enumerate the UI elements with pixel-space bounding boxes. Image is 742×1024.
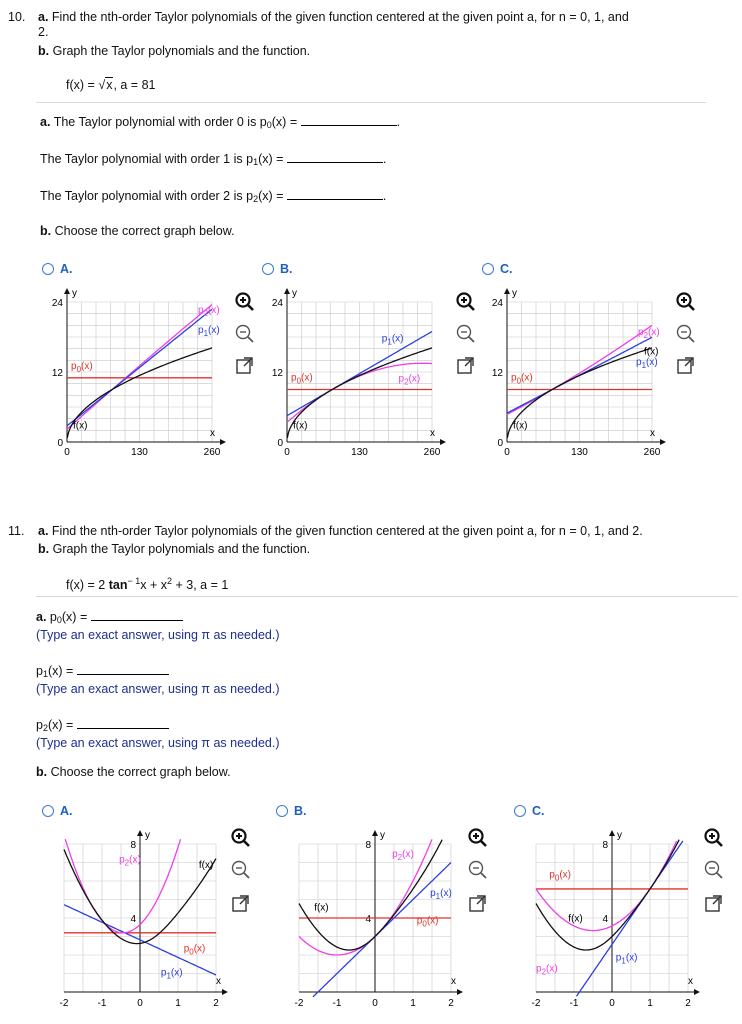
q11-function-suffix: x + x — [140, 578, 167, 592]
fx-label: f(x) — [513, 420, 528, 432]
fx-label: f(x) — [198, 860, 214, 872]
q11-answer-1-input[interactable] — [77, 663, 169, 675]
fx-label: f(x) — [314, 902, 329, 914]
zoom-out-icon[interactable] — [702, 858, 726, 882]
q11-answer-1 — [36, 663, 169, 682]
x-tick-label: 0 — [64, 447, 70, 458]
p0-label: $p_0(x)$ — [71, 360, 93, 374]
p0-label: $p_0(x)$ — [183, 943, 206, 957]
q10-option-b-label: B. — [280, 262, 293, 276]
p1-label: $p_1(x)$ — [615, 952, 638, 966]
x-tick-label: -2 — [294, 998, 304, 1009]
x-tick-label: 260 — [203, 447, 221, 458]
zoom-in-icon[interactable] — [233, 290, 257, 314]
q11-divider — [36, 596, 738, 597]
radio-icon[interactable] — [42, 805, 54, 817]
radio-icon[interactable] — [276, 805, 288, 817]
q11-answer-0 — [36, 609, 183, 628]
y-axis-label: y — [617, 830, 622, 841]
zoom-in-icon[interactable] — [466, 826, 490, 850]
x-tick-label: -1 — [332, 998, 342, 1009]
y-axis-arrow — [137, 830, 143, 836]
sqrt-symbol-icon: √ — [98, 78, 106, 92]
q11-answer-0-input[interactable] — [91, 609, 183, 621]
zoom-in-icon[interactable] — [674, 290, 698, 314]
open-external-icon[interactable] — [674, 354, 698, 378]
zoom-in-icon[interactable] — [229, 826, 253, 850]
q10-part-a-text-2: 2. — [38, 25, 49, 39]
q10-answer-1 — [40, 151, 386, 170]
p1-label: $p_1(x)$ — [160, 967, 183, 981]
q11-choose-text: Choose the correct graph below. — [50, 765, 231, 779]
x-axis-label: x — [210, 428, 215, 439]
fx-curve — [536, 840, 679, 950]
x-tick-label: 0 — [284, 447, 290, 458]
x-tick-label: -2 — [531, 998, 541, 1009]
open-external-icon[interactable] — [454, 354, 478, 378]
y-tick-label: 4 — [602, 914, 608, 925]
x-tick-label: -2 — [59, 998, 69, 1009]
q10-graph-c — [470, 282, 670, 472]
y-axis-arrow — [504, 288, 510, 294]
q10-option-a[interactable] — [42, 262, 73, 276]
x-tick-label: 1 — [410, 998, 416, 1009]
q11-option-c-label: C. — [532, 804, 545, 818]
q11-part-a-text: Find the nth-order Taylor polynomials of the given function centered at the given point a, for n = 0, 1, and 2. — [51, 524, 643, 538]
p2-curve — [65, 839, 180, 933]
x-tick-label: 0 — [137, 998, 143, 1009]
y-axis-arrow — [609, 830, 615, 836]
y-axis-label: y — [72, 288, 77, 299]
q11-ans2-tail: (x) = — [47, 718, 74, 732]
y-tick-label: 0 — [57, 438, 63, 449]
x-tick-label: -1 — [97, 998, 107, 1009]
q10-choose-prefix: b. — [40, 224, 52, 238]
q11-graph-c — [522, 822, 702, 1014]
x-axis-arrow — [222, 989, 228, 995]
q10-ans2-sub: 2 — [253, 194, 259, 204]
q10-part-a-text-1: Find the nth-order Taylor polynomials of the given function centered at the given point a, for n = 0, 1, and — [51, 10, 629, 24]
y-axis-arrow — [64, 288, 70, 294]
q11-part-b — [38, 542, 310, 557]
p0-label: $p_0(x)$ — [416, 915, 439, 929]
q11-ans0-sub: 0 — [56, 615, 62, 625]
x-tick-label: 1 — [647, 998, 653, 1009]
x-tick-label: 0 — [504, 447, 510, 458]
p0-label: $p_0(x)$ — [291, 372, 313, 386]
open-external-icon[interactable] — [233, 354, 257, 378]
x-axis-label: x — [216, 976, 221, 987]
p0-label: $p_0(x)$ — [549, 869, 571, 883]
fx-end-label: f(x) — [644, 346, 659, 358]
x-tick-label: 2 — [213, 998, 219, 1009]
q11-function-prefix: f(x) = 2 — [66, 578, 106, 592]
x-axis-arrow — [457, 989, 463, 995]
q11-number: 11. — [8, 524, 25, 538]
p1-curve — [577, 841, 683, 996]
q10-choose-text: Choose the correct graph below. — [54, 224, 235, 238]
y-tick-label: 4 — [365, 914, 371, 925]
q11-ans2-sub: 2 — [42, 723, 48, 733]
q10-number: 10. — [8, 10, 26, 24]
p2-label: $p_2(x)$ — [392, 848, 414, 862]
q11-ans1-sub: 1 — [42, 669, 48, 679]
p2-label: $p_2(x)$ — [638, 327, 660, 341]
p2-label: $p_2(x)$ — [198, 305, 220, 319]
q10-part-b-prefix: b. — [38, 44, 50, 58]
zoom-out-icon[interactable] — [466, 858, 490, 882]
q11-part-b-text: Graph the Taylor polynomials and the function. — [52, 542, 311, 556]
q10-ans0-sub: 0 — [266, 120, 272, 130]
y-tick-label: 24 — [491, 298, 503, 309]
zoom-in-icon[interactable] — [454, 290, 478, 314]
y-axis-arrow — [284, 288, 290, 294]
x-tick-label: 260 — [643, 447, 661, 458]
q10-graph-b — [250, 282, 450, 472]
y-tick-label: 12 — [491, 368, 503, 379]
q10-ans2-period: . — [382, 189, 387, 203]
open-external-icon[interactable] — [466, 892, 490, 916]
y-tick-label: 0 — [277, 438, 283, 449]
q11-hint-0: (Type an exact answer, using π as needed.) — [36, 628, 280, 642]
zoom-in-icon[interactable] — [702, 826, 726, 850]
open-external-icon[interactable] — [702, 892, 726, 916]
y-axis-arrow — [372, 830, 378, 836]
fx-label: f(x) — [293, 420, 308, 432]
q11-hint-1: (Type an exact answer, using π as needed.) — [36, 682, 280, 696]
y-tick-label: 8 — [365, 840, 371, 851]
x-axis-label: x — [688, 976, 693, 987]
x-axis-label: x — [430, 428, 435, 439]
q11-choose-prefix: b. — [36, 765, 48, 779]
q11-ans0-tail: (x) = — [61, 610, 88, 624]
q10-ans1-text: The Taylor polynomial with order 1 is p — [40, 152, 254, 166]
y-tick-label: 24 — [51, 298, 63, 309]
q10-answer-2 — [40, 188, 386, 207]
p1-label: $p_1(x)$ — [198, 325, 220, 339]
q11-function-tail: + 3, a = 1 — [175, 578, 229, 592]
x-axis-label: x — [650, 428, 655, 439]
q11-option-b-label: B. — [294, 804, 307, 818]
x-axis-arrow — [220, 439, 226, 445]
fx-label: f(x) — [568, 913, 583, 925]
radio-icon[interactable] — [262, 263, 274, 275]
q11-function-sup2: 2 — [167, 576, 173, 586]
q10-function-radicand: x — [106, 78, 113, 92]
q10-ans1-tail: (x) = — [258, 152, 284, 166]
y-axis-label: y — [380, 830, 385, 841]
y-tick-label: 8 — [602, 840, 608, 851]
q11-choose — [36, 765, 231, 780]
q10-option-a-label: A. — [60, 262, 73, 276]
x-tick-label: 2 — [448, 998, 454, 1009]
q11-ans2-p: p — [36, 718, 43, 732]
fx-curve — [299, 840, 442, 950]
q11-ans1-tail: (x) = — [47, 664, 74, 678]
q11-answer-2 — [36, 717, 169, 736]
q11-option-b[interactable] — [276, 804, 307, 818]
q10-ans1-sub: 1 — [253, 157, 259, 167]
q10-answer-0 — [40, 114, 400, 133]
y-tick-label: 0 — [497, 438, 503, 449]
radio-icon[interactable] — [42, 263, 54, 275]
q11-hint-2: (Type an exact answer, using π as needed.) — [36, 736, 280, 750]
q10-option-c-label: C. — [500, 262, 513, 276]
q10-answer-0-input[interactable] — [301, 114, 397, 126]
q10-part-b — [38, 44, 310, 59]
q10-function-prefix: f(x) = — [66, 78, 95, 92]
x-tick-label: 130 — [131, 447, 148, 458]
x-tick-label: 2 — [685, 998, 691, 1009]
x-axis-arrow — [660, 439, 666, 445]
q10-ans0-prefix: a. — [40, 115, 51, 129]
p1-label: $p_1(x)$ — [381, 333, 404, 347]
y-tick-label: 8 — [130, 840, 136, 851]
q10-ans1-period: . — [382, 152, 387, 166]
q11-graph-a — [50, 822, 230, 1014]
p2-label: $p_2(x)$ — [536, 963, 558, 977]
x-tick-label: 0 — [609, 998, 615, 1009]
q10-ans0-tail: (x) = — [271, 115, 298, 129]
q10-answer-1-input[interactable] — [287, 151, 383, 163]
y-axis-label: y — [145, 830, 150, 841]
x-axis-arrow — [440, 439, 446, 445]
open-external-icon[interactable] — [229, 892, 253, 916]
x-tick-label: -1 — [569, 998, 579, 1009]
q11-function-sup: − 1 — [127, 576, 141, 586]
p2-label: $p_2(x)$ — [398, 373, 421, 387]
q10-choose — [40, 224, 235, 239]
q10-part-b-text: Graph the Taylor polynomials and the function. — [52, 44, 311, 58]
q11-option-c[interactable] — [514, 804, 545, 818]
q10-graph-a — [30, 282, 230, 472]
zoom-out-icon[interactable] — [229, 858, 253, 882]
q11-function — [66, 574, 228, 593]
q10-ans2-tail: (x) = — [258, 189, 284, 203]
q11-ans0-prefix: a. — [36, 610, 47, 624]
x-tick-label: 130 — [351, 447, 368, 458]
x-tick-label: 260 — [423, 447, 441, 458]
q10-ans0-period: . — [396, 115, 401, 129]
x-tick-label: 0 — [372, 998, 378, 1009]
q10-divider — [36, 102, 706, 103]
q11-part-a-prefix: a. — [38, 524, 49, 538]
zoom-out-icon[interactable] — [233, 322, 257, 346]
q10-function-suffix: , a = 81 — [113, 78, 156, 92]
q11-answer-2-input[interactable] — [77, 717, 169, 729]
y-tick-label: 4 — [130, 914, 136, 925]
q11-ans1-p: p — [36, 664, 43, 678]
radio-icon[interactable] — [482, 263, 494, 275]
q10-answer-2-input[interactable] — [287, 188, 383, 200]
q10-ans0-text: The Taylor polynomial with order 0 is p — [53, 115, 267, 129]
y-axis-label: y — [512, 288, 517, 299]
q11-graph-b — [285, 822, 465, 1014]
q10-part-a-prefix: a. — [38, 10, 49, 24]
q10-option-b[interactable] — [262, 262, 293, 276]
y-tick-label: 12 — [271, 368, 283, 379]
q11-part-b-prefix: b. — [38, 542, 50, 556]
zoom-out-icon[interactable] — [454, 322, 478, 346]
y-axis-label: y — [292, 288, 297, 299]
q11-option-a[interactable] — [42, 804, 73, 818]
q10-function — [66, 78, 156, 93]
q10-option-c[interactable] — [482, 262, 513, 276]
q10-part-a — [38, 10, 629, 40]
p0-label: $p_0(x)$ — [511, 372, 533, 386]
y-tick-label: 12 — [51, 368, 63, 379]
q11-function-bold: tan — [108, 578, 128, 592]
q11-part-a — [38, 524, 643, 539]
x-tick-label: 1 — [175, 998, 181, 1009]
p1-label: $p_1(x)$ — [430, 887, 452, 901]
x-tick-label: 130 — [571, 447, 588, 458]
q10-ans2-text: The Taylor polynomial with order 2 is p — [40, 189, 254, 203]
p2-label: $p_2(x)$ — [119, 854, 141, 868]
x-axis-label: x — [451, 976, 456, 987]
y-tick-label: 24 — [271, 298, 283, 309]
fx-label: f(x) — [73, 420, 88, 432]
x-axis-arrow — [694, 989, 700, 995]
q11-ans0-p: p — [49, 610, 57, 624]
q11-option-a-label: A. — [60, 804, 73, 818]
zoom-out-icon[interactable] — [674, 322, 698, 346]
p1-label: $p_1(x)$ — [636, 357, 658, 370]
radio-icon[interactable] — [514, 805, 526, 817]
